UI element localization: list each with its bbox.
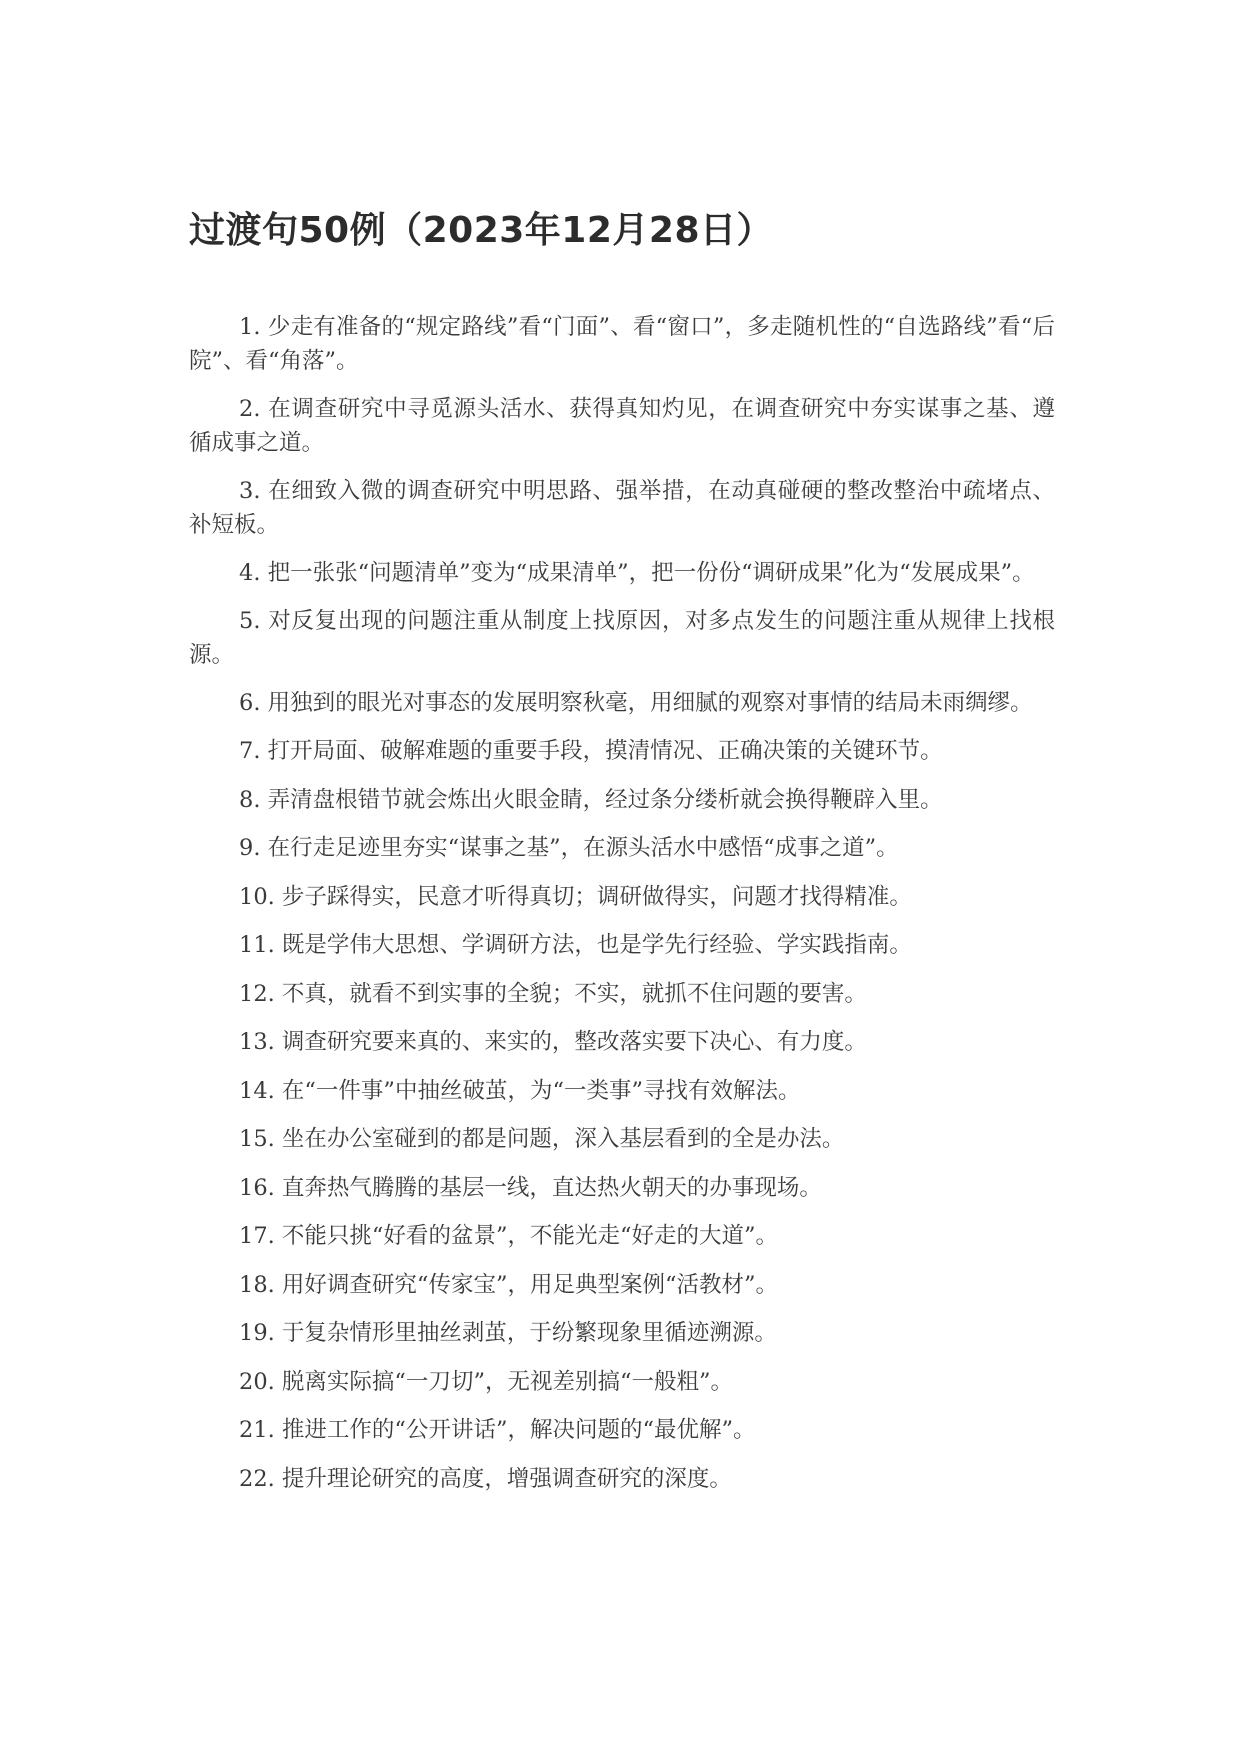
document-title: 过渡句50例（2023年12月28日） xyxy=(189,210,773,251)
list-item: 11. 既是学伟大思想、学调研方法，也是学先行经验、学实践指南。 xyxy=(239,932,912,958)
list-item: 8. 弄清盘根错节就会炼出火眼金睛，经过条分缕析就会换得鞭辟入里。 xyxy=(239,786,943,813)
list-item: 6. 用独到的眼光对事态的发展明察秋毫，用细腻的观察对事情的结局未雨绸缪。 xyxy=(239,690,1033,716)
list-item: 17. 不能只挑“好看的盆景”，不能光走“好走的大道”。 xyxy=(239,1223,778,1249)
document-page xyxy=(189,0,1055,1754)
list-item: 15. 坐在办公室碰到的都是问题，深入基层看到的全是办法。 xyxy=(239,1126,845,1152)
list-item: 20. 脱离实际搞“一刀切”，无视差别搞“一般粗”。 xyxy=(239,1368,733,1395)
list-item: 18. 用好调查研究“传家宝”，用足典型案例“活教材”。 xyxy=(239,1271,778,1298)
list-item: 10. 步子踩得实，民意才听得真切；调研做得实，问题才找得精准。 xyxy=(239,883,912,910)
list-item: 22. 提升理论研究的高度，增强调查研究的深度。 xyxy=(239,1465,732,1492)
list-item: 14. 在“一件事”中抽丝破茧，为“一类事”寻找有效解法。 xyxy=(239,1077,801,1104)
list-item: 9. 在行走足迹里夯实“谋事之基”，在源头活水中感悟“成事之道”。 xyxy=(239,835,899,861)
list-item: 1. 少走有准备的“规定路线”看“门面”、看“窗口”，多走随机性的“自选路线”看“后院”、看“角落”。 xyxy=(189,314,1055,374)
list-item: 21. 推进工作的“公开讲话”，解决问题的“最优解”。 xyxy=(239,1417,756,1443)
list-item: 5. 对反复出现的问题注重从制度上找原因，对多点发生的问题注重从规律上找根源。 xyxy=(189,608,1055,668)
list-item: 2. 在调查研究中寻觅源头活水、获得真知灼见，在调查研究中夯实谋事之基、遵循成事之道。 xyxy=(189,396,1055,456)
list-item: 12. 不真，就看不到实事的全貌；不实，就抓不住问题的要害。 xyxy=(239,980,867,1007)
list-item: 7. 打开局面、破解难题的重要手段，摸清情况、正确决策的关键环节。 xyxy=(239,738,943,764)
list-item: 4. 把一张张“问题清单”变为“成果清单”，把一份份“调研成果”化为“发展成果”。 xyxy=(239,560,1035,586)
list-item: 19. 于复杂情形里抽丝剥茧，于纷繁现象里循迹溯源。 xyxy=(239,1320,777,1346)
list-item: 16. 直奔热气腾腾的基层一线，直达热火朝天的办事现场。 xyxy=(239,1174,822,1201)
list-item: 13. 调查研究要来真的、来实的，整改落实要下决心、有力度。 xyxy=(239,1029,867,1055)
list-item: 3. 在细致入微的调查研究中明思路、强举措，在动真碰硬的整改整治中疏堵点、补短板。 xyxy=(189,478,1055,538)
sentence-list xyxy=(189,310,1055,1510)
